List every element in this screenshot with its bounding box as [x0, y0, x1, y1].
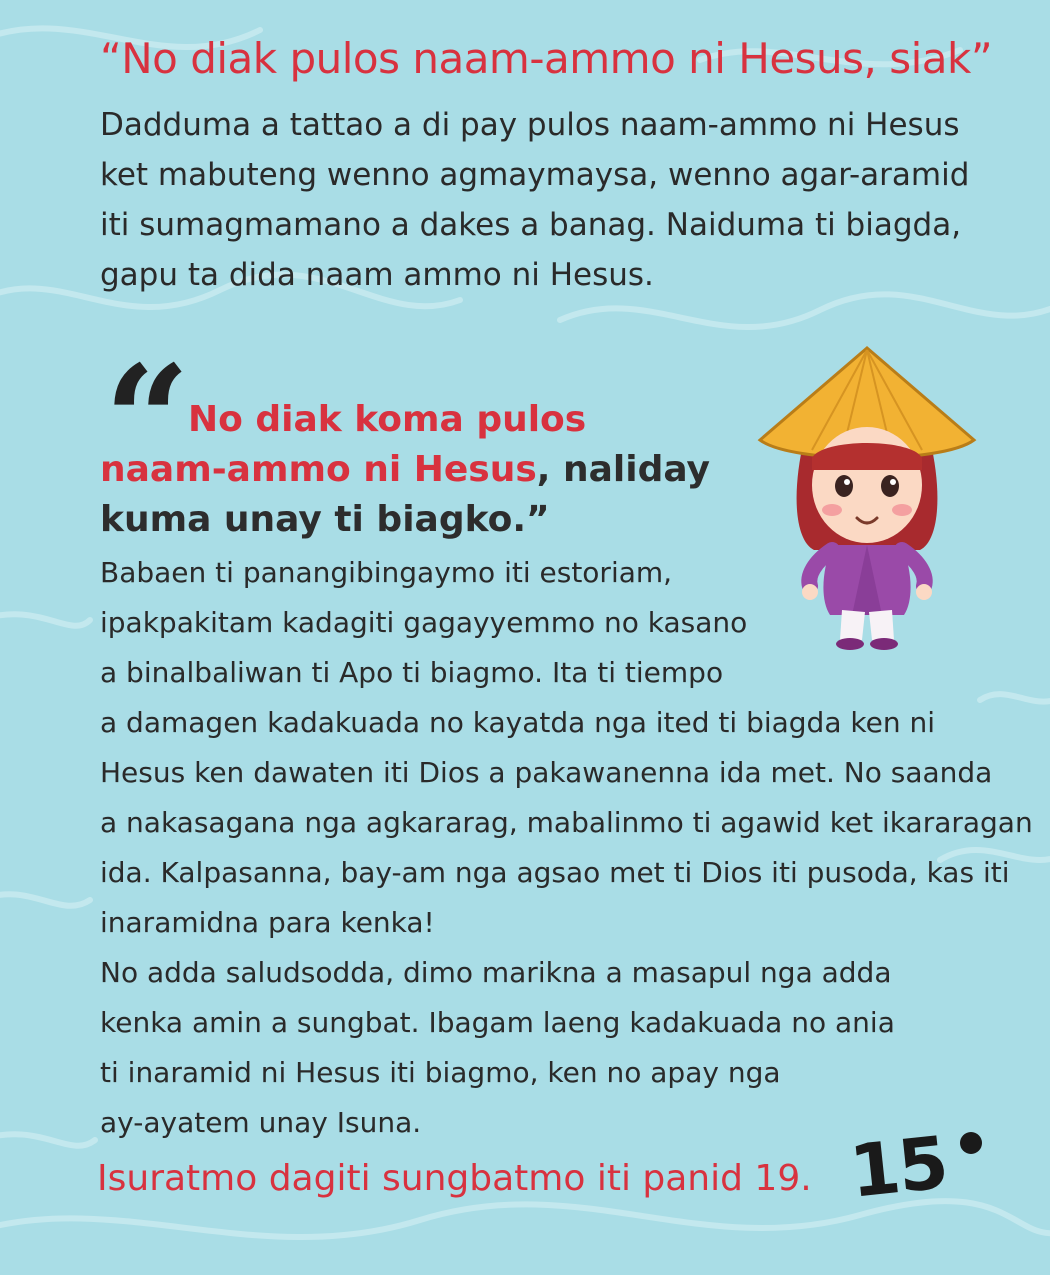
body-line: Hesus ken dawaten iti Dios a pakawanenna ida met. No saanda: [100, 756, 993, 789]
page-number: 15: [845, 1120, 951, 1214]
body-line: a binalbaliwan ti Apo ti biagmo. Ita ti tiempo: [100, 656, 724, 689]
quote-mark-icon: “: [104, 333, 191, 509]
body-line: ay-ayatem unay Isuna.: [100, 1106, 422, 1139]
body-line: a nakasagana nga agkararag, mabalinmo ti agawid ket ikararagan: [100, 806, 1033, 839]
intro-line: ket mabuteng wenno agmaymaysa, wenno agar-aramid: [100, 157, 970, 193]
body-line: inaramidna para kenka!: [100, 906, 435, 939]
pull-quote: [100, 395, 710, 545]
page-number-dot: [960, 1132, 982, 1154]
intro-line: gapu ta dida naam ammo ni Hesus.: [100, 257, 654, 293]
body-line: kenka amin a sungbat. Ibagam laeng kadakuada no ania: [100, 1006, 895, 1039]
intro-line: iti sumagmamano a dakes a banag. Naiduma ti biagda,: [100, 207, 962, 243]
page-title: “No diak pulos naam-ammo ni Hesus, siak”: [100, 34, 993, 83]
body-line: No adda saludsodda, dimo marikna a masapul nga adda: [100, 956, 892, 989]
intro-line: Dadduma a tattao a di pay pulos naam-ammo ni Hesus: [100, 107, 960, 143]
body-line: a damagen kadakuada no kayatda nga ited ti biagda ken ni: [100, 706, 935, 739]
body-line: ti inaramid ni Hesus iti biagmo, ken no apay nga: [100, 1056, 781, 1089]
pull-quote-highlight: No diak koma pulos naam-ammo ni Hesus: [100, 399, 587, 490]
girl-illustration: [752, 340, 982, 660]
pull-quote-rest: , naliday kuma unay ti biagko.”: [100, 449, 711, 540]
body-line: Babaen ti panangibingaymo iti estoriam,: [100, 556, 673, 589]
intro-paragraph: [100, 100, 980, 300]
body-line: ida. Kalpasanna, bay-am nga agsao met ti Dios iti pusoda, kas iti: [100, 856, 1010, 889]
body-line: ipakpakitam kadagiti gagayyemmo no kasano: [100, 606, 748, 639]
answer-instruction: Isuratmo dagiti sungbatmo iti panid 19.: [97, 1158, 812, 1199]
